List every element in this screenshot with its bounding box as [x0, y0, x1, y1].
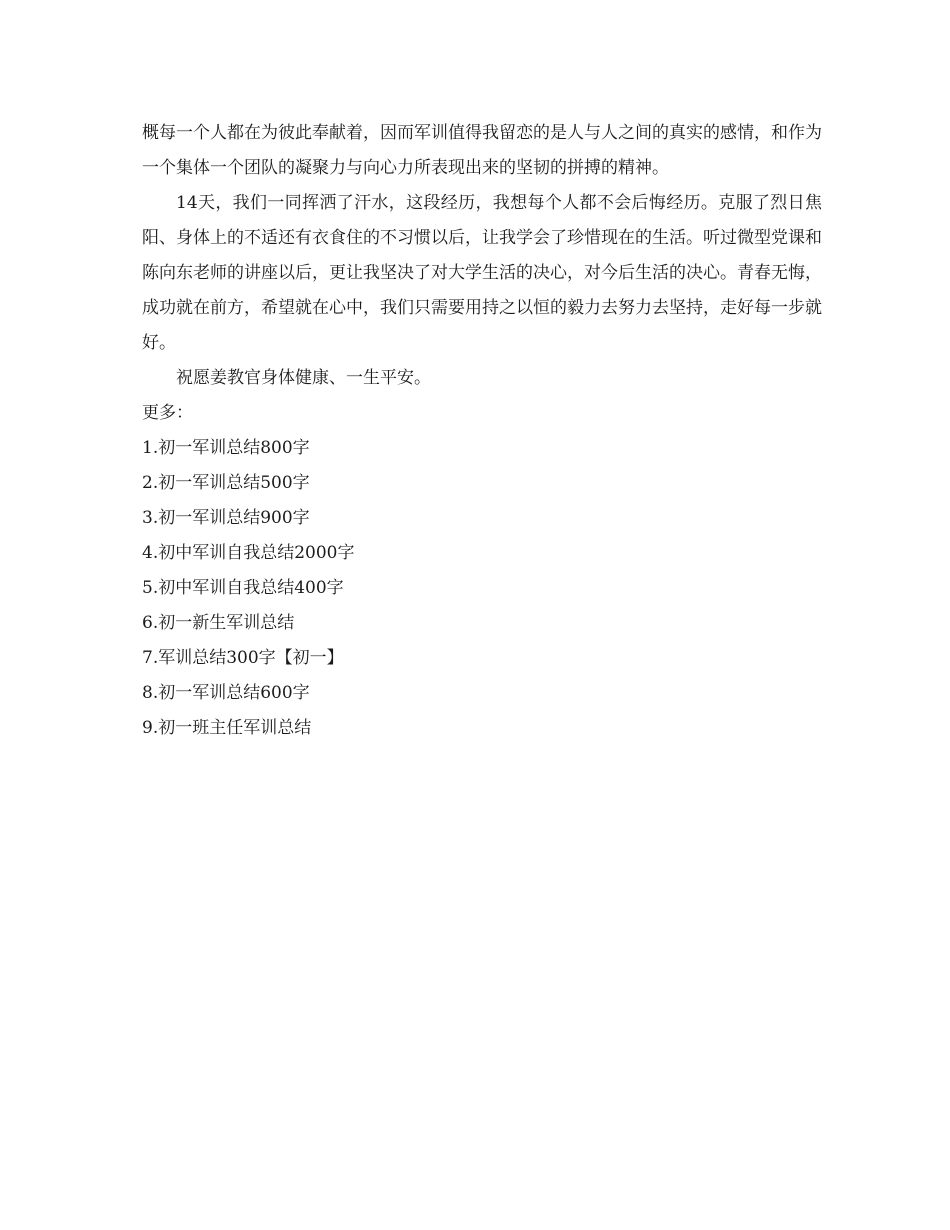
related-link-8[interactable]: 8.初一军训总结600字 [142, 683, 310, 703]
paragraph-wishes: 祝愿姜教官身体健康、一生平安。 [176, 368, 431, 388]
related-link-2[interactable]: 2.初一军训总结500字 [142, 473, 310, 493]
document-page [142, 116, 822, 746]
related-link-5[interactable]: 5.初中军训自我总结400字 [142, 578, 344, 598]
paragraph-continuation: 概每一个人都在为彼此奉献着，因而军训值得我留恋的是人与人之间的真实的感情，和作为一个集体一个团队的凝聚力与向心力所表现出来的坚韧的拼搏的精神。 [142, 123, 822, 178]
related-link-3[interactable]: 3.初一军训总结900字 [142, 508, 310, 528]
related-link-7[interactable]: 7.军训总结300字【初一】 [142, 648, 344, 668]
related-link-6[interactable]: 6.初一新生军训总结 [142, 613, 295, 633]
paragraph-reflection: 14天，我们一同挥洒了汗水，这段经历，我想每个人都不会后悔经历。克服了烈日焦阳、身体上的不适还有衣食住的不习惯以后，让我学会了珍惜现在的生活。听过微型党课和陈向东老师的讲座以后，更让我坚决了对大学生活的决心，对今后生活的决心。青春无悔，成功就在前方，希望就在心中，我们只需要用持之以恒的毅力去努力去坚持，走好每一步就好。 [142, 193, 822, 353]
related-links-list [142, 431, 822, 746]
related-link-9[interactable]: 9.初一班主任军训总结 [142, 718, 312, 738]
related-link-1[interactable]: 1.初一军训总结800字 [142, 438, 310, 458]
more-label: 更多： [142, 403, 193, 423]
related-link-4[interactable]: 4.初中军训自我总结2000字 [142, 543, 355, 563]
